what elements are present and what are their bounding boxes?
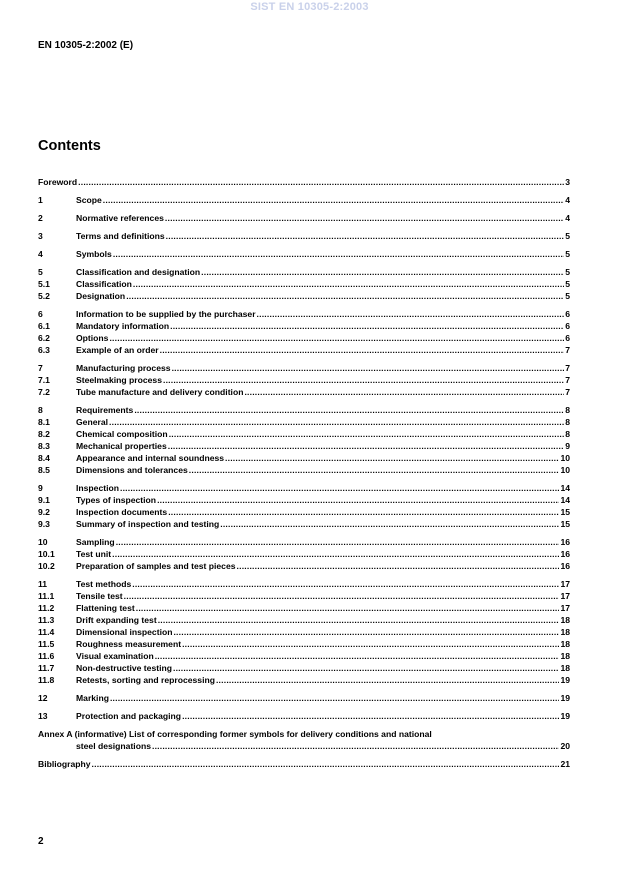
toc-entry-title: Classification and designation (76, 267, 201, 277)
toc-section-number: 9.2 (38, 507, 50, 517)
watermark: SIST EN 10305-2:2003 (250, 1, 369, 13)
toc-entry[interactable] (38, 626, 570, 638)
toc-section-number: 2 (38, 213, 43, 223)
dot-leader (201, 266, 564, 278)
toc-entry[interactable] (38, 266, 570, 278)
dot-leader (109, 416, 564, 428)
toc-entry-title: Visual examination (76, 651, 154, 661)
dot-leader (113, 248, 564, 260)
annex-title-line1: Annex A (informative) List of corresponding former symbols for delivery conditions and national (38, 729, 432, 739)
toc-section-number: 6.3 (38, 345, 50, 355)
toc-entry-title: Classification (76, 279, 132, 289)
toc-entry[interactable] (38, 332, 570, 344)
toc-page-number: 6 (565, 333, 570, 343)
toc-section-number: 10.1 (38, 549, 55, 559)
toc-page-number: 17 (560, 591, 570, 601)
toc-section-number: 6 (38, 309, 43, 319)
toc-entry-title: Preparation of samples and test pieces (76, 561, 236, 571)
dot-leader (169, 428, 565, 440)
toc-page-number: 19 (560, 711, 570, 721)
dot-leader (133, 278, 564, 290)
toc-page-number: 7 (565, 363, 570, 373)
toc-entry-title: Marking (76, 693, 109, 703)
toc-page-number: 5 (565, 231, 570, 241)
toc-entry[interactable] (38, 194, 570, 206)
toc-entry-title: Flattening test (76, 603, 135, 613)
toc-page-number: 10 (560, 465, 570, 475)
toc-entry[interactable] (38, 416, 570, 428)
toc-entry-title: Tube manufacture and delivery condition (76, 387, 244, 397)
toc-entry-title: Inspection documents (76, 507, 168, 517)
toc-entry[interactable] (38, 614, 570, 626)
dot-leader (103, 194, 564, 206)
toc-page-number: 19 (560, 693, 570, 703)
toc-entry[interactable] (38, 386, 570, 398)
toc-page-number: 7 (565, 345, 570, 355)
toc-entry-title: Foreword (38, 177, 78, 187)
toc-entry-title: Appearance and internal soundness (76, 453, 225, 463)
toc-page-number: 18 (560, 651, 570, 661)
toc-entry[interactable] (38, 692, 570, 704)
dot-leader (189, 464, 560, 476)
toc-page-number: 16 (560, 561, 570, 571)
toc-section-number: 5 (38, 267, 43, 277)
toc-page-number: 9 (565, 441, 570, 451)
dot-leader (157, 494, 559, 506)
toc-section-number: 4 (38, 249, 43, 259)
toc-entry-title: Retests, sorting and reprocessing (76, 675, 215, 685)
toc-page-number: 4 (565, 195, 570, 205)
toc-section-number: 11.3 (38, 615, 55, 625)
dot-leader (257, 308, 565, 320)
toc-entry-title: Information to be supplied by the purchaser (76, 309, 256, 319)
toc-entry-title: Dimensional inspection (76, 627, 173, 637)
toc-entry[interactable] (38, 428, 570, 440)
toc-entry[interactable] (38, 506, 570, 518)
toc-entry[interactable] (38, 494, 570, 506)
toc-section-number: 11.1 (38, 591, 55, 601)
dot-leader (78, 176, 564, 188)
dot-leader (92, 758, 560, 770)
toc-page-number: 19 (560, 675, 570, 685)
toc-entry[interactable] (38, 548, 570, 560)
dot-leader (170, 320, 564, 332)
dot-leader (166, 230, 565, 242)
toc-entry[interactable] (38, 452, 570, 464)
toc-entry[interactable] (38, 578, 570, 590)
toc-page-number: 21 (560, 759, 570, 769)
toc-entry[interactable] (38, 464, 570, 476)
toc-section-number: 9.3 (38, 519, 50, 529)
toc-section-number: 6.2 (38, 333, 50, 343)
toc-entry[interactable] (38, 176, 570, 188)
toc-entry[interactable] (38, 590, 570, 602)
toc-entry[interactable] (38, 602, 570, 614)
toc-section-number: 11.4 (38, 627, 55, 637)
toc-entry[interactable] (38, 710, 570, 722)
toc-entry[interactable] (38, 560, 570, 572)
toc-page-number: 10 (560, 453, 570, 463)
toc-section-number: 11 (38, 579, 48, 589)
dot-leader (160, 344, 565, 356)
toc-entry[interactable] (38, 650, 570, 662)
toc-section-number: 9 (38, 483, 43, 493)
dot-leader (173, 626, 559, 638)
toc-section-number: 11.6 (38, 651, 55, 661)
dot-leader (120, 482, 559, 494)
toc-entry-title: Tensile test (76, 591, 123, 601)
dot-leader (168, 506, 559, 518)
toc-entry-title: Scope (76, 195, 102, 205)
toc-entry-title: Manufacturing process (76, 363, 171, 373)
toc-section-number: 7.2 (38, 387, 50, 397)
dot-leader (134, 404, 564, 416)
toc-page-number: 6 (565, 321, 570, 331)
toc-entry-title: Requirements (76, 405, 134, 415)
toc-entry-title: Dimensions and tolerances (76, 465, 188, 475)
toc-page-number: 5 (565, 267, 570, 277)
toc-entry-title: Bibliography (38, 759, 91, 769)
toc-page-number: 14 (560, 483, 570, 493)
dot-leader (165, 212, 564, 224)
toc-page-number: 5 (565, 249, 570, 259)
toc-section-number: 8.3 (38, 441, 50, 451)
annex-title-line2: steel designations (76, 741, 151, 751)
toc-section-number: 3 (38, 231, 43, 241)
toc-entry[interactable] (38, 278, 570, 290)
toc-page-number: 14 (560, 495, 570, 505)
toc-entry[interactable] (38, 638, 570, 650)
dot-leader (168, 440, 564, 452)
dot-leader (126, 290, 564, 302)
dot-leader (158, 614, 560, 626)
toc-section-number: 13 (38, 711, 48, 721)
toc-page-number: 18 (560, 627, 570, 637)
toc-entry-title: Sampling (76, 537, 115, 547)
dot-leader (225, 452, 559, 464)
toc-entry[interactable] (38, 320, 570, 332)
toc-entry-title: Steelmaking process (76, 375, 162, 385)
toc-page-number: 8 (565, 405, 570, 415)
table-of-contents (38, 176, 570, 770)
toc-entry[interactable] (38, 362, 570, 374)
toc-entry[interactable] (38, 536, 570, 548)
toc-section-number: 10.2 (38, 561, 55, 571)
toc-entry-title: Normative references (76, 213, 164, 223)
toc-entry[interactable] (38, 674, 570, 686)
toc-entry-title: Test unit (76, 549, 112, 559)
toc-entry[interactable] (38, 440, 570, 452)
dot-leader (152, 740, 559, 752)
toc-section-number: 11.2 (38, 603, 55, 613)
toc-entry-title: Types of inspection (76, 495, 157, 505)
toc-section-number: 7.1 (38, 375, 50, 385)
page-title: Contents (38, 138, 101, 154)
toc-section-number: 8.2 (38, 429, 50, 439)
document-id: EN 10305-2:2002 (E) (38, 40, 134, 51)
toc-page-number: 15 (560, 507, 570, 517)
toc-section-number: 8.1 (38, 417, 50, 427)
dot-leader (216, 674, 559, 686)
toc-entry-title: Designation (76, 291, 126, 301)
toc-page-number: 16 (560, 537, 570, 547)
toc-entry-title: Mandatory information (76, 321, 170, 331)
dot-leader (155, 650, 560, 662)
toc-entry-title: Options (76, 333, 109, 343)
toc-section-number: 1 (38, 195, 43, 205)
dot-leader (116, 536, 560, 548)
toc-entry-title: Test methods (76, 579, 132, 589)
toc-entry-title: Chemical composition (76, 429, 168, 439)
toc-section-number: 8.5 (38, 465, 50, 475)
dot-leader (237, 560, 560, 572)
toc-section-number: 9.1 (38, 495, 50, 505)
toc-entry-title: Terms and definitions (76, 231, 165, 241)
toc-entry-title: Inspection (76, 483, 119, 493)
toc-page-number: 6 (565, 309, 570, 319)
dot-leader (182, 638, 559, 650)
toc-entry[interactable] (38, 230, 570, 242)
dot-leader (109, 332, 564, 344)
toc-entry[interactable] (38, 374, 570, 386)
dot-leader (132, 578, 559, 590)
toc-page-number: 18 (560, 615, 570, 625)
toc-entry[interactable] (38, 482, 570, 494)
dot-leader (124, 590, 560, 602)
toc-page-number: 3 (565, 177, 570, 187)
toc-entry[interactable] (38, 344, 570, 356)
toc-entry[interactable] (38, 662, 570, 674)
toc-page-number: 15 (560, 519, 570, 529)
toc-page-number: 18 (560, 663, 570, 673)
toc-entry[interactable] (38, 518, 570, 530)
toc-page-number: 4 (565, 213, 570, 223)
toc-page-number: 8 (565, 417, 570, 427)
toc-page-number: 20 (560, 741, 570, 751)
toc-entry-title: Summary of inspection and testing (76, 519, 220, 529)
toc-section-number: 7 (38, 363, 43, 373)
toc-section-number: 10 (38, 537, 48, 547)
toc-entry[interactable] (38, 290, 570, 302)
dot-leader (172, 362, 565, 374)
dot-leader (163, 374, 564, 386)
toc-section-number: 11.5 (38, 639, 55, 649)
page-number: 2 (38, 836, 44, 847)
toc-entry-title: Symbols (76, 249, 112, 259)
toc-page-number: 17 (560, 603, 570, 613)
toc-page-number: 16 (560, 549, 570, 559)
toc-entry-title: General (76, 417, 109, 427)
dot-leader (110, 692, 559, 704)
toc-entry-title: Roughness measurement (76, 639, 182, 649)
dot-leader (173, 662, 559, 674)
toc-entry-bibliography[interactable] (38, 758, 570, 770)
toc-entry[interactable] (38, 212, 570, 224)
toc-page-number: 18 (560, 639, 570, 649)
toc-section-number: 6.1 (38, 321, 50, 331)
toc-section-number: 11.7 (38, 663, 55, 673)
toc-entry-annex-a[interactable] (38, 728, 570, 752)
dot-leader (244, 386, 564, 398)
toc-page-number: 5 (565, 279, 570, 289)
dot-leader (182, 710, 559, 722)
toc-entry-title: Mechanical properties (76, 441, 167, 451)
toc-entry-title: Drift expanding test (76, 615, 157, 625)
toc-page-number: 5 (565, 291, 570, 301)
dot-leader (112, 548, 559, 560)
toc-entry[interactable] (38, 248, 570, 260)
toc-section-number: 8.4 (38, 453, 50, 463)
toc-page-number: 8 (565, 429, 570, 439)
toc-entry[interactable] (38, 308, 570, 320)
toc-section-number: 5.2 (38, 291, 50, 301)
toc-entry-title: Protection and packaging (76, 711, 182, 721)
toc-section-number: 11.8 (38, 675, 55, 685)
toc-entry-title: Non-destructive testing (76, 663, 172, 673)
toc-entry[interactable] (38, 404, 570, 416)
toc-section-number: 5.1 (38, 279, 50, 289)
toc-section-number: 12 (38, 693, 48, 703)
dot-leader (136, 602, 560, 614)
toc-page-number: 17 (560, 579, 570, 589)
toc-section-number: 8 (38, 405, 43, 415)
dot-leader (220, 518, 559, 530)
toc-page-number: 7 (565, 375, 570, 385)
toc-entry-title: Example of an order (76, 345, 159, 355)
toc-page-number: 7 (565, 387, 570, 397)
